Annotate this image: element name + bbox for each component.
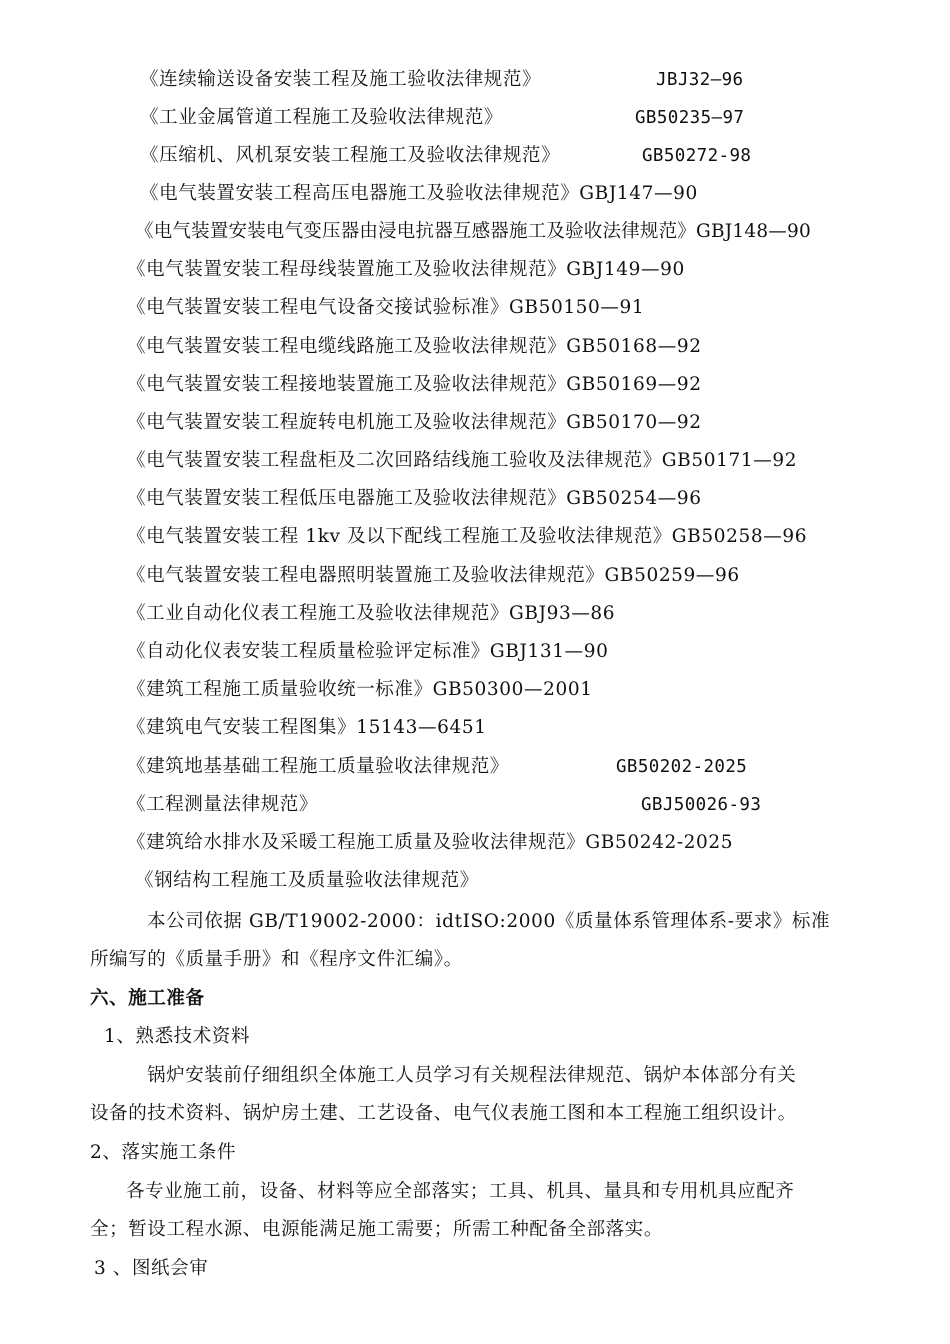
standard-title: 《电气装置安装工程电器照明装置施工及验收法律规范》GB50259—96 <box>127 565 740 586</box>
standard-code: GB50272-98 <box>642 146 752 166</box>
standard-title: 《电气装置安装工程电气设备交接试验标准》GB50150—91 <box>127 297 645 318</box>
subsection-title: 1、熟悉技术资料 <box>104 1026 251 1047</box>
standard-title: 《电气装置安装工程电缆线路施工及验收法律规范》GB50168—92 <box>127 336 702 357</box>
standard-title: 《建筑电气安装工程图集》15143—6451 <box>127 717 487 738</box>
standard-title: 《工业自动化仪表工程施工及验收法律规范》GBJ93—86 <box>127 603 616 624</box>
standard-title: 《压缩机、风机泵安装工程施工及验收法律规范》 <box>140 145 561 166</box>
standard-title: 《电气装置安装工程高压电器施工及验收法律规范》GBJ147—90 <box>140 183 698 204</box>
paragraph-line: 锅炉安装前仔细组织全体施工人员学习有关规程法律规范、锅炉本体部分有关 <box>147 1065 797 1086</box>
standard-title: 《自动化仪表安装工程质量检验评定标准》GBJ131—90 <box>127 641 609 662</box>
paragraph-line: 全；暂设工程水源、电源能满足施工需要；所需工种配备全部落实。 <box>90 1219 664 1240</box>
standard-title: 《电气装置安装工程低压电器施工及验收法律规范》GB50254—96 <box>127 488 702 509</box>
standard-title: 《建筑工程施工质量验收统一标准》GB50300—2001 <box>127 679 593 700</box>
standard-title: 《电气装置安装工程母线装置施工及验收法律规范》GBJ149—90 <box>127 259 685 280</box>
quality-paragraph-line: 本公司依据 GB/T19002-2000：idtISO:2000《质量体系管理体系-要求》标准 <box>147 911 831 932</box>
standard-code: GB50202-2025 <box>616 757 748 777</box>
subsection-title: 2、落实施工条件 <box>90 1142 237 1163</box>
standard-title: 《电气装置安装电气变压器由浸电抗器互感器施工及验收法律规范》GBJ148—90 <box>135 221 811 242</box>
standard-title: 《工业金属管道工程施工及验收法律规范》 <box>140 107 503 128</box>
paragraph-line: 设备的技术资料、锅炉房土建、工艺设备、电气仪表施工图和本工程施工组织设计。 <box>90 1103 797 1124</box>
paragraph-line: 各专业施工前，设备、材料等应全部落实；工具、机具、量具和专用机具应配齐 <box>126 1181 795 1202</box>
standard-code: GBJ50026-93 <box>641 795 762 815</box>
standard-title: 《钢结构工程施工及质量验收法律规范》 <box>135 870 479 891</box>
section-heading: 六、施工准备 <box>90 988 205 1009</box>
standard-title: 《电气装置安装工程 1kv 及以下配线工程施工及验收法律规范》GB50258—96 <box>127 526 808 547</box>
subsection-title: 3 、图纸会审 <box>94 1258 209 1279</box>
standard-title: 《连续输送设备安装工程及施工验收法律规范》 <box>140 69 542 90</box>
standard-title: 《建筑地基基础工程施工质量验收法律规范》 <box>127 756 510 777</box>
standard-title: 《电气装置安装工程旋转电机施工及验收法律规范》GB50170—92 <box>127 412 702 433</box>
standard-code: GB50235—97 <box>635 108 745 128</box>
standard-title: 《工程测量法律规范》 <box>127 794 319 815</box>
standard-title: 《电气装置安装工程盘柜及二次回路结线施工验收及法律规范》GB50171—92 <box>127 450 798 471</box>
quality-paragraph-line: 所编写的《质量手册》和《程序文件汇编》。 <box>90 949 463 970</box>
standard-title: 《建筑给水排水及采暖工程施工质量及验收法律规范》GB50242-2025 <box>127 832 734 853</box>
standard-code: JBJ32—96 <box>656 70 744 90</box>
standard-title: 《电气装置安装工程接地装置施工及验收法律规范》GB50169—92 <box>127 374 702 395</box>
